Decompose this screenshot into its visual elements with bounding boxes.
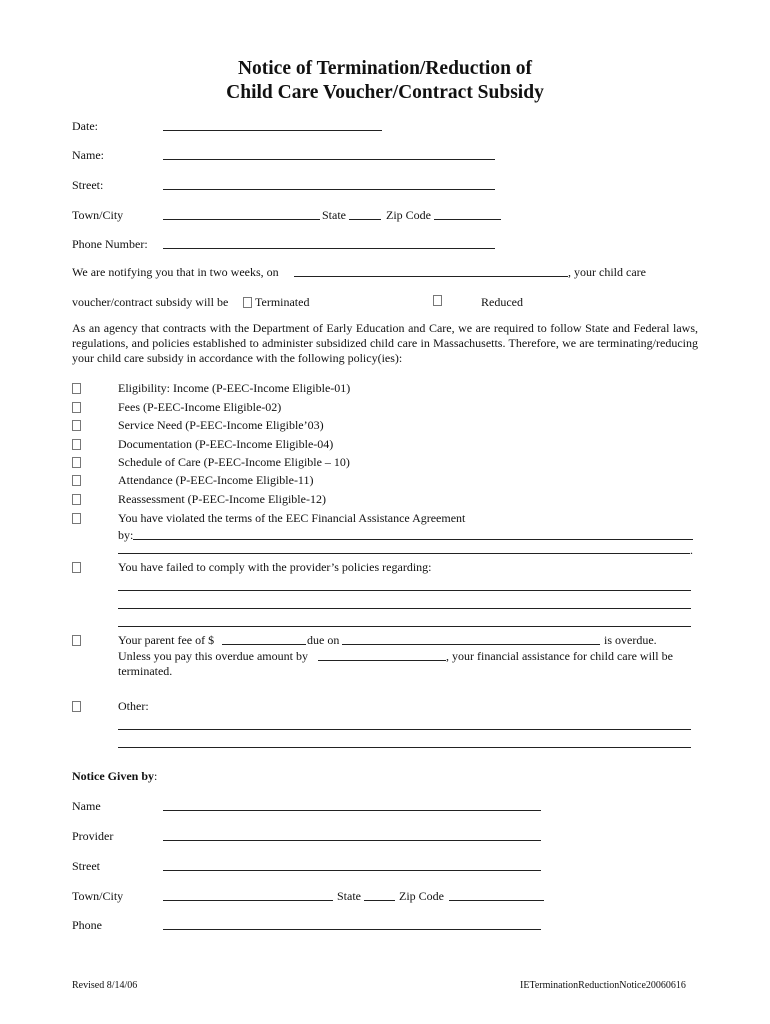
policy-checkbox-3[interactable] — [72, 420, 81, 431]
title-line-1: Notice of Termination/Reduction of — [237, 58, 533, 79]
title-line-2: Child Care Voucher/Contract Subsidy — [226, 82, 544, 103]
policy-checkbox-5[interactable] — [72, 457, 81, 468]
policy-item-5: Schedule of Care (P-EEC-Income Eligible – 10) — [118, 455, 350, 469]
town-field[interactable] — [163, 219, 320, 220]
policy-item-6: Attendance (P-EEC-Income Eligible-11) — [118, 473, 314, 487]
failed-comply-line-2[interactable] — [118, 608, 691, 609]
reduced-checkbox[interactable] — [433, 295, 442, 306]
policy-item-4: Documentation (P-EEC-Income Eligible-04) — [118, 437, 334, 451]
terminated-label: Terminated — [255, 295, 310, 309]
other-line-1[interactable] — [118, 729, 691, 730]
provider-state-field[interactable] — [364, 900, 395, 901]
policy-checkbox-6[interactable] — [72, 475, 81, 486]
reduced-label: Reduced — [481, 295, 523, 309]
other-line-2[interactable] — [118, 747, 691, 748]
violated-by-period: . — [690, 543, 693, 557]
policy-item-2: Fees (P-EEC-Income Eligible-02) — [118, 400, 282, 414]
policy-item-3: Service Need (P-EEC-Income Eligible’03) — [118, 418, 324, 432]
failed-comply-line-3[interactable] — [118, 626, 691, 627]
notify-date-field[interactable] — [294, 276, 568, 277]
fee-unless: Unless you pay this overdue amount by — [118, 649, 308, 663]
provider-state-label: State — [337, 889, 361, 903]
policy-checkbox-7[interactable] — [72, 494, 81, 505]
street-field[interactable] — [163, 189, 495, 190]
notice-given-by-heading: Notice Given by: — [72, 769, 158, 783]
phone-field[interactable] — [163, 248, 495, 249]
violated-by-label: by: — [118, 528, 134, 542]
provider-town-label: Town/City — [72, 889, 124, 903]
policy-checkbox-2[interactable] — [72, 402, 81, 413]
date-label: Date: — [72, 119, 98, 133]
town-label: Town/City — [72, 208, 124, 222]
failed-comply-label: You have failed to comply with the provider’s policies regarding: — [118, 560, 432, 574]
failed-comply-line-1[interactable] — [118, 590, 691, 591]
provider-name-field[interactable] — [163, 810, 541, 811]
notify-suffix: , your child care — [568, 265, 646, 279]
footer-doc-id: IETerminationReductionNotice20060616 — [520, 980, 686, 991]
provider-field[interactable] — [163, 840, 541, 841]
footer-revised: Revised 8/14/06 — [72, 980, 138, 991]
fee-terminated: terminated. — [118, 664, 173, 678]
provider-phone-field[interactable] — [163, 929, 541, 930]
notify-prefix: We are notifying you that in two weeks, on — [72, 265, 279, 279]
fee-overdue: is overdue. — [604, 633, 657, 647]
state-field[interactable] — [349, 219, 381, 220]
provider-street-label: Street — [72, 859, 100, 873]
zip-label: Zip Code — [386, 208, 431, 222]
policy-checkbox-8[interactable] — [72, 513, 81, 524]
zip-field[interactable] — [434, 219, 501, 220]
provider-name-label: Name — [72, 799, 101, 813]
provider-phone-label: Phone — [72, 918, 102, 932]
fee-amount-field[interactable] — [222, 644, 306, 645]
phone-label: Phone Number: — [72, 237, 148, 251]
provider-town-field[interactable] — [163, 900, 333, 901]
provider-zip-label: Zip Code — [399, 889, 444, 903]
violated-by-line-2[interactable] — [118, 553, 690, 554]
policy-item-8: You have violated the terms of the EEC Financial Assistance Agreement — [118, 511, 466, 525]
name-field[interactable] — [163, 159, 495, 160]
fee-consequence: , your financial assistance for child care will be — [446, 649, 673, 663]
date-field[interactable] — [163, 130, 382, 131]
fee-prefix: Your parent fee of $ — [118, 633, 215, 647]
other-checkbox[interactable] — [72, 701, 81, 712]
fee-due-date-field[interactable] — [342, 644, 600, 645]
terminated-checkbox[interactable] — [243, 297, 252, 308]
fee-pay-by-field[interactable] — [318, 660, 446, 661]
street-label: Street: — [72, 178, 104, 192]
name-label: Name: — [72, 148, 104, 162]
failed-comply-checkbox[interactable] — [72, 562, 81, 573]
intro-paragraph: As an agency that contracts with the Department of Early Education and Care, we are required to follow State and Federal laws, regulations, and policies established to administer subsidized child care in Massachusetts. Therefore, we are terminating/reducing your child care subsidy in accordance with the following policy(ies): — [72, 321, 698, 365]
policy-item-1: Eligibility: Income (P-EEC-Income Eligible-01) — [118, 381, 351, 395]
policy-checkbox-1[interactable] — [72, 383, 81, 394]
provider-zip-field[interactable] — [449, 900, 544, 901]
state-label: State — [322, 208, 346, 222]
policy-item-7: Reassessment (P-EEC-Income Eligible-12) — [118, 492, 326, 506]
provider-label: Provider — [72, 829, 114, 843]
provider-street-field[interactable] — [163, 870, 541, 871]
policy-checkbox-4[interactable] — [72, 439, 81, 450]
other-label: Other: — [118, 699, 149, 713]
fee-due-on: due on — [307, 633, 340, 647]
parent-fee-checkbox[interactable] — [72, 635, 81, 646]
violated-by-line-1[interactable] — [133, 539, 693, 540]
subsidy-prefix: voucher/contract subsidy will be — [72, 295, 229, 309]
